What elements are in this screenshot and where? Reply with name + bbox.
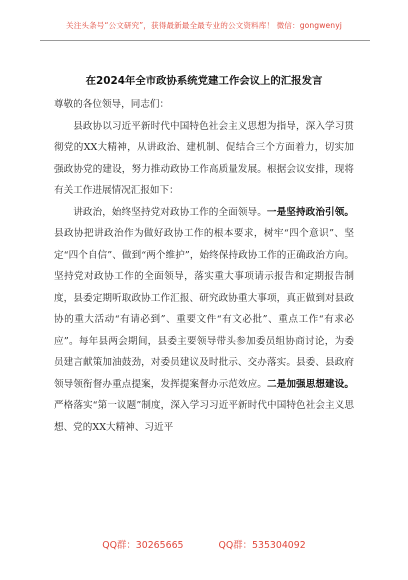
paragraph-politics <box>54 202 354 439</box>
point-one-label: 一是坚持政治引领。 <box>266 206 355 218</box>
salutation: 尊敬的各位领导，同志们： <box>54 99 170 110</box>
footer-qq-group-1: QQ群：30265665 <box>102 540 184 551</box>
header-note: 关注头条号“公文研究”，获得最新最全最专业的公文资料库！ 微信：gongwenyj <box>66 21 342 30</box>
footer-qq-group-2: QQ群：535304092 <box>218 540 306 551</box>
point-one-text: 县政协把讲政治作为做好政协工作的根本要求，树牢“四个意识”、坚定“四个自信”、做到“两个维护”，始终保持政协工作的正确政治方向。坚持党对政协工作的全面领导，落实重大事项请示报告和定期报告制度，县委定期听取政协工作汇报、研究政协重大事项，真正做到对县政协的重大活动“有请必到”、重要文件“有文必批”、重点工作“有求必应”。每年县两会期间，县委主要领导带头参加委员组协商讨论，为委员建言献策加油鼓劲，对委员建议及时批示、交办落实。县委、县政府领导领衔督办重点提案，发挥提案督办示范效应。 <box>54 228 354 390</box>
document-title: 在2024年全市政协系统党建工作会议上的汇报发言 <box>85 75 323 87</box>
header-divider <box>40 40 370 41</box>
paragraph-intro: 县政协以习近平新时代中国特色社会主义思想为指导，深入学习贯彻党的XX大精神，从讲政治、建机制、促结合三个方面着力，切实加强政协党的建设，努力推动政协工作高质量发展。根据会议安排，现将有关工作进展情况汇报如下： <box>54 120 354 196</box>
document-body <box>54 94 354 438</box>
paragraph-politics-lead: 讲政治，始终坚持党对政协工作的全面领导。 <box>73 206 267 218</box>
point-two-text: 严格落实“第一议题”制度，深入学习习近平新时代中国特色社会主义思想、党的XX大精神、习近平 <box>54 400 354 433</box>
point-two-label: 二是加强思想建设。 <box>266 378 355 390</box>
footer <box>0 537 408 551</box>
